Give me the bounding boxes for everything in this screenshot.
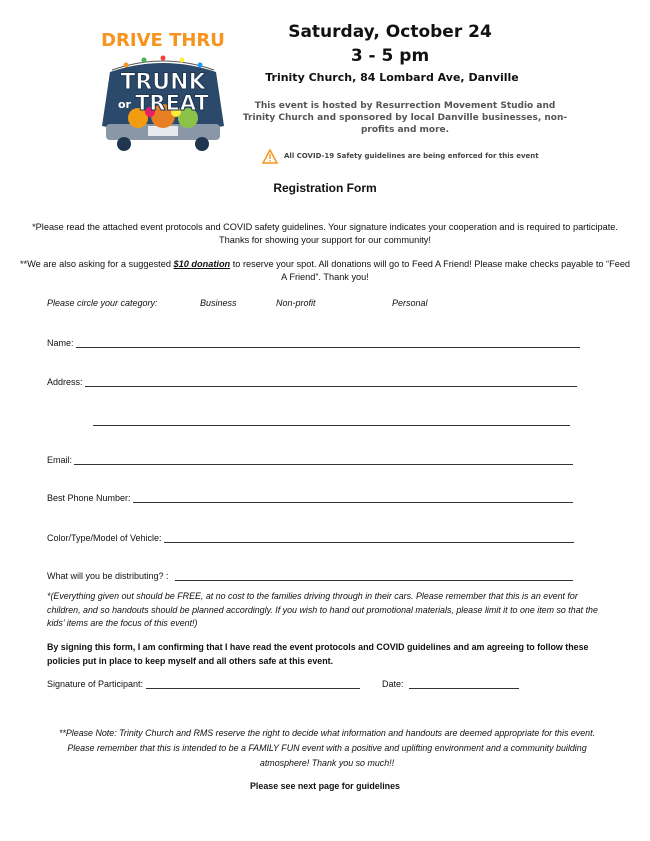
- signature-line[interactable]: [146, 679, 360, 689]
- category-business[interactable]: Business: [200, 298, 237, 308]
- email-line[interactable]: [74, 455, 573, 465]
- covid-notice-text: All COVID-19 Safety guidelines are being enforced for this event: [284, 152, 539, 160]
- svg-text:DRIVE THRU: DRIVE THRU: [101, 30, 225, 51]
- vehicle-label: Color/Type/Model of Vehicle:: [47, 533, 162, 543]
- category-prompt: Please circle your category:: [47, 298, 158, 308]
- signature-label: Signature of Participant:: [47, 679, 144, 689]
- donation-text-before: **We are also asking for a suggested: [19, 259, 174, 269]
- vehicle-line[interactable]: [164, 533, 574, 543]
- intro-paragraph: *Please read the attached event protocols and COVID safety guidelines. Your signature indicates your cooperation and is required to participate. Thanks for showing your support for our community!: [32, 222, 618, 245]
- date-line[interactable]: [409, 679, 519, 689]
- donation-amount: $10 donation: [173, 259, 231, 269]
- svg-text:TREAT: TREAT: [135, 91, 209, 115]
- email-field[interactable]: [47, 455, 573, 465]
- warning-icon: [262, 149, 278, 164]
- phone-label: Best Phone Number:: [47, 493, 131, 503]
- address-field[interactable]: [47, 377, 577, 387]
- phone-line[interactable]: [133, 493, 573, 503]
- distributing-field[interactable]: [47, 571, 573, 581]
- distributing-line[interactable]: [175, 571, 573, 581]
- date-field[interactable]: [382, 679, 519, 689]
- email-label: Email:: [47, 455, 73, 465]
- handouts-note: *(Everything given out should be FREE, at no cost to the families driving through in their cars. Please remember that this is an event for children, and so handouts should be planned accordingly. If you wish to hand out promotional materials, please limit it to one item so that the kids’ items are the focus of this event!): [47, 591, 598, 628]
- vehicle-field[interactable]: [47, 533, 574, 543]
- name-line[interactable]: [76, 338, 580, 348]
- name-label: Name:: [47, 338, 74, 348]
- address-field-2[interactable]: [93, 416, 570, 426]
- address-line-1[interactable]: [85, 377, 577, 387]
- footer-note: **Please Note: Trinity Church and RMS reserve the right to decide what information and handouts are deemed appropriate for this event. Please remember that this is intended to be a FAMILY FUN event with a positive and uplifting environment and a community building atmosphere! Thank you so much!!: [58, 728, 596, 768]
- signature-field[interactable]: [47, 679, 360, 689]
- category-personal[interactable]: Personal: [392, 298, 428, 308]
- event-date: Saturday, October 24: [288, 22, 492, 42]
- distributing-label: What will you be distributing? :: [47, 571, 169, 581]
- event-venue: Trinity Church, 84 Lombard Ave, Danville: [265, 71, 519, 84]
- name-field[interactable]: [47, 338, 580, 348]
- covid-notice: [262, 148, 562, 164]
- event-time: 3 - 5 pm: [350, 46, 430, 66]
- address-line-2[interactable]: [93, 416, 570, 426]
- form-title: Registration Form: [273, 181, 377, 195]
- trunk-or-treat-logo: [88, 26, 238, 166]
- svg-text:or: or: [118, 98, 131, 111]
- see-next-page: Please see next page for guidelines: [250, 781, 400, 791]
- category-non-profit[interactable]: Non-profit: [276, 298, 316, 308]
- event-description: This event is hosted by Resurrection Movement Studio and Trinity Church and sponsored by local Danville businesses, non-profits and more.: [242, 101, 568, 135]
- address-label: Address:: [47, 377, 83, 387]
- donation-text-after: to reserve your spot. All donations will go to Feed A Friend! Please make checks payable to “Feed A Friend”. Thank you!: [230, 259, 631, 282]
- date-label: Date:: [382, 679, 404, 689]
- confirmation-statement: By signing this form, I am confirming that I have read the event protocols and COVID guidelines and am agreeing to follow these policies put in place to keep myself and all others safe at this event.: [47, 642, 589, 666]
- svg-text:TRUNK: TRUNK: [120, 70, 206, 95]
- donation-paragraph: [16, 258, 634, 284]
- phone-field[interactable]: [47, 493, 573, 503]
